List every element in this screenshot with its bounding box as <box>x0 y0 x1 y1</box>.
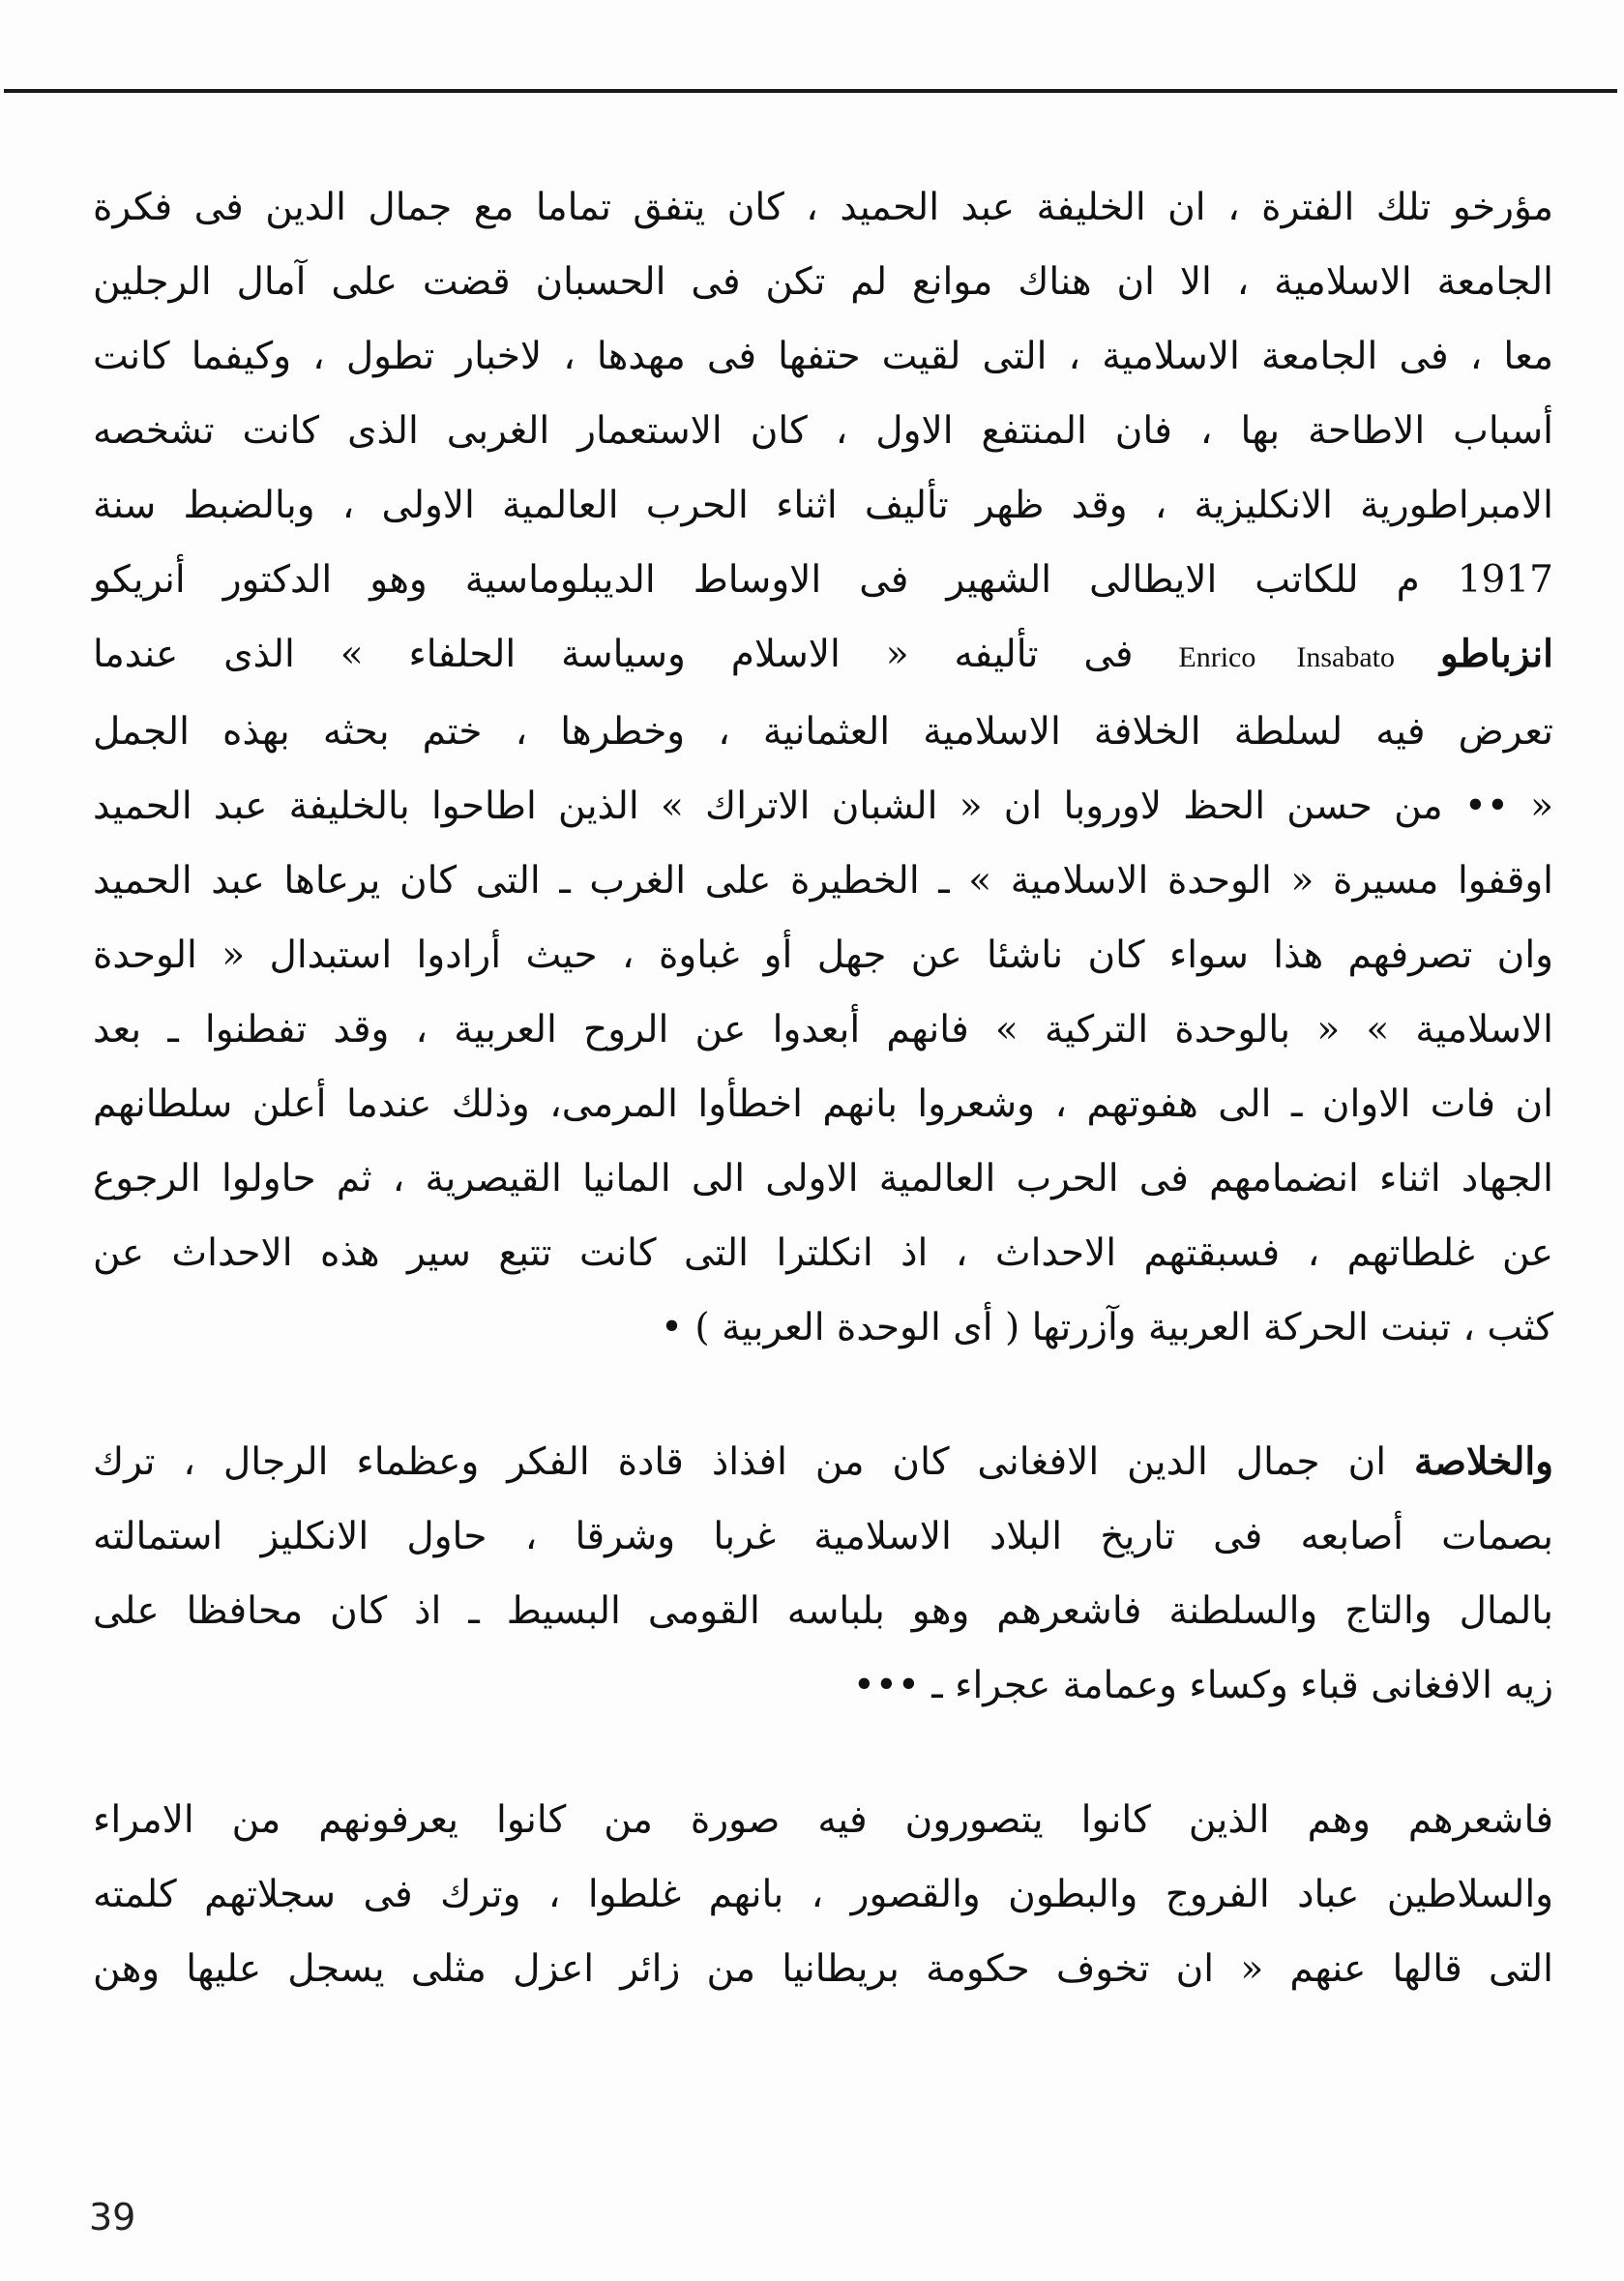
text-line-with-latin-name <box>93 617 1553 695</box>
text-line: معا ، فى الجامعة الاسلامية ، التى لقيت حتفها فى مهدها ، لاخبار تطول ، وكيفما كانت <box>93 335 1553 378</box>
text-line: 1917 م للكاتب الايطالى الشهير فى الاوساط الديبلوماسية وهو الدكتور أنريكو <box>93 558 1553 602</box>
paragraph-2 <box>93 1425 1553 1723</box>
conclusion-heading: والخلاصة <box>1413 1439 1553 1484</box>
text-line: فاشعرهم وهم الذين كانوا يتصورون فيه صورة من كانوا يعرفونهم من الامراء <box>93 1798 1553 1842</box>
text-line: والسلاطين عباد الفروج والبطون والقصور ، بانهم غلطوا ، وترك فى سجلاتهم كلمته <box>93 1873 1553 1916</box>
text-line: « •• من حسن الحظ لاوروبا ان « الشبان الاتراك » الذين اطاحوا بالخليفة عبد الحميد <box>93 785 1553 828</box>
text-line: اوقفوا مسيرة « الوحدة الاسلامية » ـ الخطيرة على الغرب ـ التى كان يرعاها عبد الحميد <box>93 859 1553 903</box>
text-line-continuation: ان جمال الدين الافغانى كان من افذاذ قادة الفكر وعظماء الرجال ، ترك <box>93 1440 1387 1484</box>
text-line: الاسلامية » « بالوحدة التركية » فانهم أبعدوا عن الروح العربية ، وقد تفطنوا ـ بعد <box>93 1008 1553 1052</box>
page-number: 39 <box>89 2196 136 2238</box>
text-line: وان تصرفهم هذا سواء كان ناشئا عن جهل أو غباوة ، حيث أرادوا استبدال « الوحدة <box>93 933 1553 977</box>
text-line: الجهاد اثناء انضمامهم فى الحرب العالمية الاولى الى المانيا القيصرية ، ثم حاولوا الرجوع <box>93 1157 1553 1200</box>
author-name-arabic: انزباطو <box>1439 632 1553 676</box>
text-line: التى قالها عنهم « ان تخوف حكومة بريطانيا من زائر اعزل مثلى يسجل عليها وهن <box>93 1947 1553 1991</box>
text-line-with-heading <box>93 1425 1553 1499</box>
text-line: زيه الافغانى قباء وكساء وعمامة عجراء ـ ••• <box>852 1664 1553 1707</box>
text-line: مؤرخو تلك الفترة ، ان الخليفة عبد الحميد ، كان يتفق تماما مع جمال الدين فى فكرة <box>93 186 1553 229</box>
paragraph-1 <box>93 170 1553 1365</box>
text-line: تعرض فيه لسلطة الخلافة الاسلامية العثمانية ، وخطرها ، ختم بحثه بهذه الجمل <box>93 710 1553 754</box>
paragraph-3 <box>93 1783 1553 2006</box>
text-line: بالمال والتاج والسلطنة فاشعرهم وهو بلباسه القومى البسيط ـ اذ كان محافظا على <box>93 1589 1553 1633</box>
text-line: بصمات أصابعه فى تاريخ البلاد الاسلامية غربا وشرقا ، حاول الانكليز استمالته <box>93 1515 1553 1558</box>
text-line: كثب ، تبنت الحركة العربية وآزرتها ( أى الوحدة العربية ) • <box>660 1306 1553 1349</box>
paragraph-gap <box>93 1723 1553 1783</box>
text-line: أسباب الاطاحة بها ، فان المنتفع الاول ، كان الاستعمار الغربى الذى كانت تشخصه <box>93 409 1553 453</box>
text-line: ان فات الاوان ـ الى هفوتهم ، وشعروا بانهم اخطأوا المرمى، وذلك عندما أعلن سلطانهم <box>93 1082 1553 1126</box>
text-line: عن غلطاتهم ، فسبقتهم الاحداث ، اذ انكلترا التى كانت تتبع سير هذه الاحداث عن <box>93 1231 1553 1275</box>
text-line: الامبراطورية الانكليزية ، وقد ظهر تأليف اثناء الحرب العالمية الاولى ، وبالضبط سنة <box>93 484 1553 527</box>
paragraph-gap <box>93 1365 1553 1425</box>
text-line: الجامعة الاسلامية ، الا ان هناك موانع لم تكن فى الحسبان قضت على آمال الرجلين <box>93 260 1553 304</box>
page-body-text <box>93 170 1553 2006</box>
top-rule-divider <box>4 89 1617 93</box>
author-name-latin: Enrico Insabato <box>1178 641 1395 673</box>
text-line-continuation: فى تأليفه « الاسلام وسياسة الحلفاء » الذى عندما <box>93 633 1134 676</box>
